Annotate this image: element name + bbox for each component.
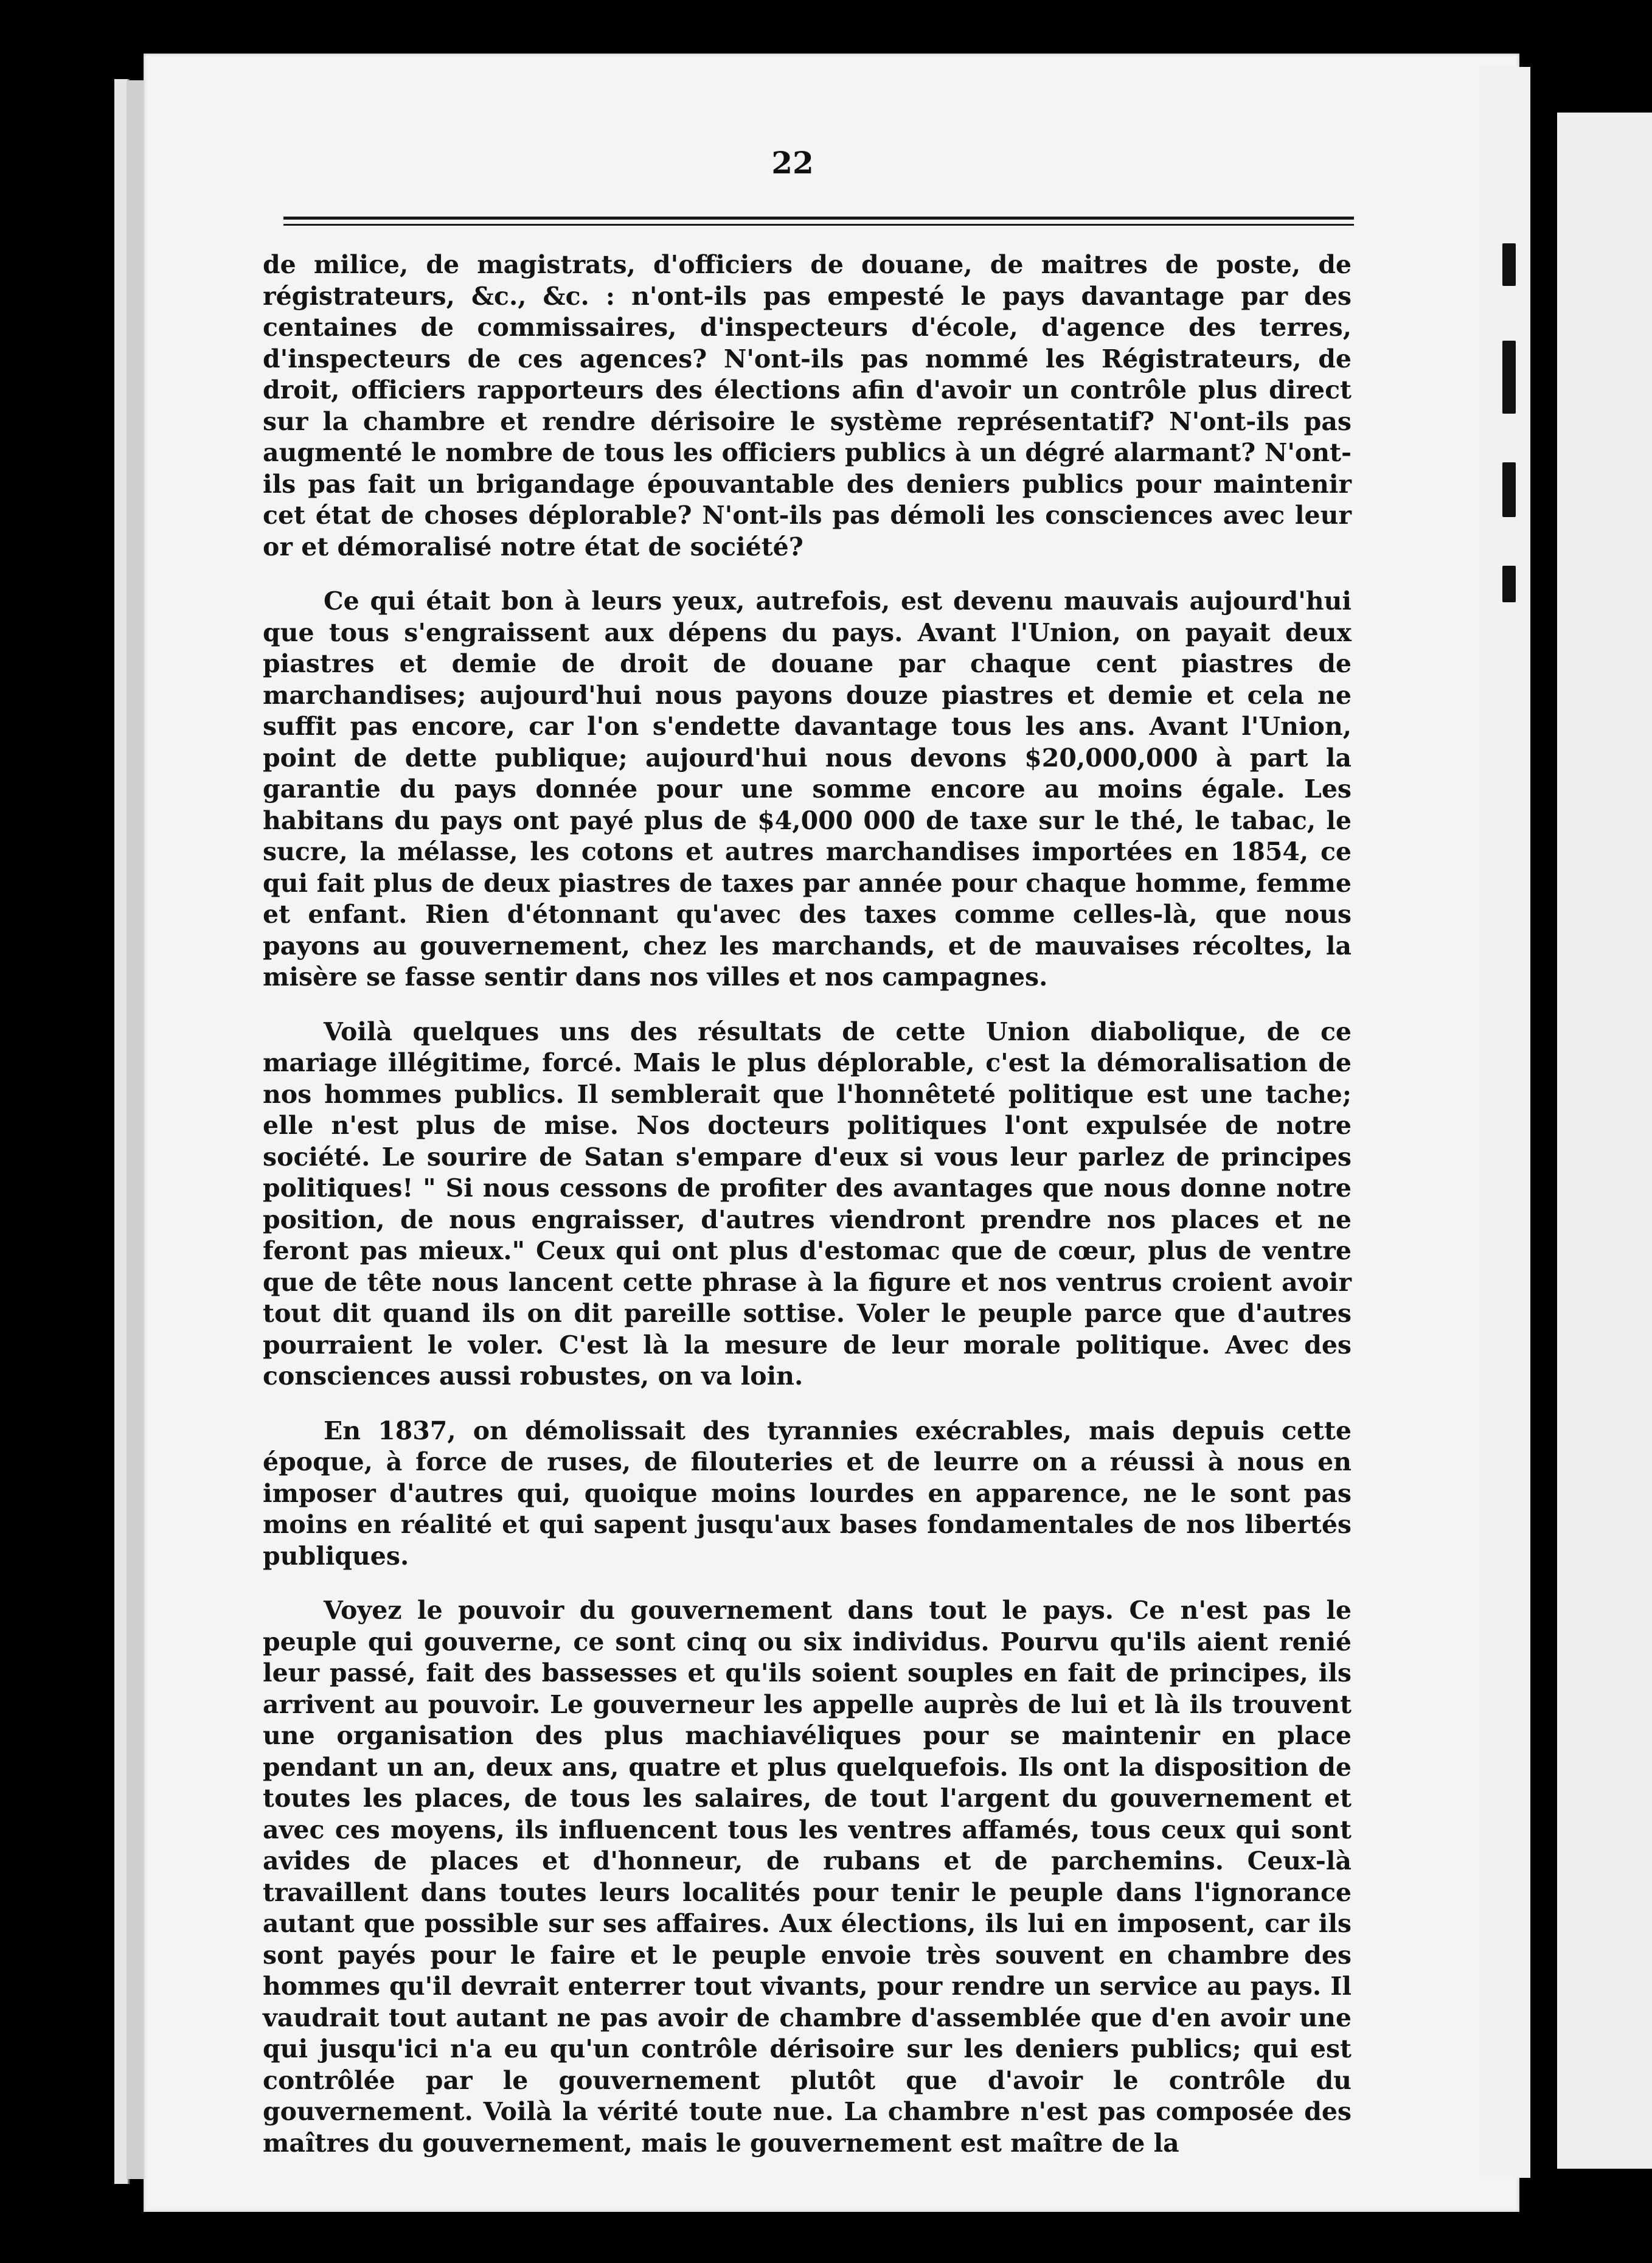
paragraph: Voilà quelques uns des résultats de cette Union diabolique, de ce mariage illégitime, forcé. Mais le plus déplorable, c'est la démoralisation de nos hommes publics. Il semblerait que l'honnêteté politique est une tache; elle n'est plus de mise. Nos docteurs politiques l'ont expulsée de notre société. Le sourire de Satan s'empare d'eux si vous leur parlez de principes politiques! " Si nous cessons de profiter des avantages que nous donne notre position, de nous engraisser, d'autres viendront prendre nos places et ne feront pas mieux." Ceux qui ont plus d'estomac que de cœur, plus de ventre que de tête nous lancent cette phrase à la figure et nos ventrus croient avoir tout dit quand ils on dit pareille sottise. Voler le peuple parce que d'autres pourraient le voler. C'est là la mesure de leur morale politique. Avec des consciences aussi robustes, on va loin. (263, 1017, 1352, 1391)
body-text (263, 249, 1352, 2182)
header-rule-top (283, 217, 1354, 220)
paragraph: En 1837, on démolissait des tyrannies exécrables, mais depuis cette époque, à force de ruses, de filouteries et de leurre on a réussi à nous en imposer d'autres qui, quoique moins lourdes en apparence, ne le sont pas moins en réalité et qui sapent jusqu'aux bases fondamentales de nos libertés publiques. (263, 1416, 1352, 1571)
margin-ink-mark (1502, 462, 1516, 517)
margin-ink-mark (1502, 341, 1516, 414)
margin-ink-mark (1502, 566, 1516, 602)
header-rule-bottom (283, 224, 1354, 226)
margin-ink-mark (1502, 243, 1516, 286)
adjacent-page-edge (1557, 113, 1652, 2169)
page-number: 22 (771, 145, 814, 181)
paragraph: de milice, de magistrats, d'officiers de douane, de maitres de poste, de régistrateurs, &c., &c. : n'ont-ils pas empesté le pays davantage par des centaines de commissaires, d'inspecteurs d'école, d'agence des terres, d'inspecteurs de ces agences? N'ont-ils pas nommé les Régistrateurs, de droit, officiers rapporteurs des élections afin d'avoir un contrôle plus direct sur la chambre et rendre dérisoire le système représentatif? N'ont-ils pas augmenté le nombre de tous les officiers publics à un dégré alarmant? N'ont-ils pas fait un brigandage épouvantable des deniers publics pour maintenir cet état de choses déplorable? N'ont-ils pas démoli les consciences avec leur or et démoralisé notre état de société? (263, 250, 1352, 561)
paragraph: Voyez le pouvoir du gouvernement dans tout le pays. Ce n'est pas le peuple qui gouverne, ce sont cinq ou six individus. Pourvu qu'ils aient renié leur passé, fait des bassesses et qu'ils soient souples en fait de principes, ils arrivent au pouvoir. Le gouverneur les appelle auprès de lui et là ils trouvent une organisation des plus machiavéliques pour se maintenir en place pendant un an, deux ans, quatre et plus quelquefois. Ils ont la disposition de toutes les places, de tous les salaires, de tout l'argent du gouvernement et avec ces moyens, ils influencent tous les ventres affamés, tous ceux qui sont avides de places et d'honneur, de rubans et de parchemins. Ceux-là travaillent dans toutes leurs localités pour tenir le peuple dans l'ignorance autant que possible sur ses affaires. Aux élections, ils lui en imposent, car ils sont payés pour le faire et le peuple envoie très souvent en chambre des hommes qu'il devrait enterrer tout vivants, pour rendre un service au pays. Il vaudrait tout autant ne pas avoir de chambre d'assemblée que d'en avoir une qui jusqu'ici n'a eu qu'un contrôle dérisoire sur les deniers publics; qui est contrôlée par le gouvernement plutôt que d'avoir le contrôle du gouvernement. Voilà la vérité toute nue. La chambre n'est pas composée des maîtres du gouvernement, mais le gouvernement est maître de la (263, 1596, 1352, 2158)
paragraph: Ce qui était bon à leurs yeux, autrefois, est devenu mauvais aujourd'hui que tous s'engraissent aux dépens du pays. Avant l'Union, on payait deux piastres et demie de droit de douane par chaque cent piastres de marchandises; aujourd'hui nous payons douze piastres et demie et cela ne suffit pas encore, car l'on s'endette davantage tous les ans. Avant l'Union, point de dette publique; aujourd'hui nous devons $20,000,000 à part la garantie du pays donnée pour une somme encore au moins égale. Les habitans du pays ont payé plus de $4,000 000 de taxe sur le thé, le tabac, le sucre, la mélasse, les cotons et autres marchandises importées en 1854, ce qui fait plus de deux piastres de taxes par année pour chaque homme, femme et enfant. Rien d'étonnant qu'avec des taxes comme celles-là, que nous payons au gouvernement, chez les marchands, et de mauvaises récoltes, la misère se fasse sentir dans nos villes et nos campagnes. (263, 586, 1352, 992)
